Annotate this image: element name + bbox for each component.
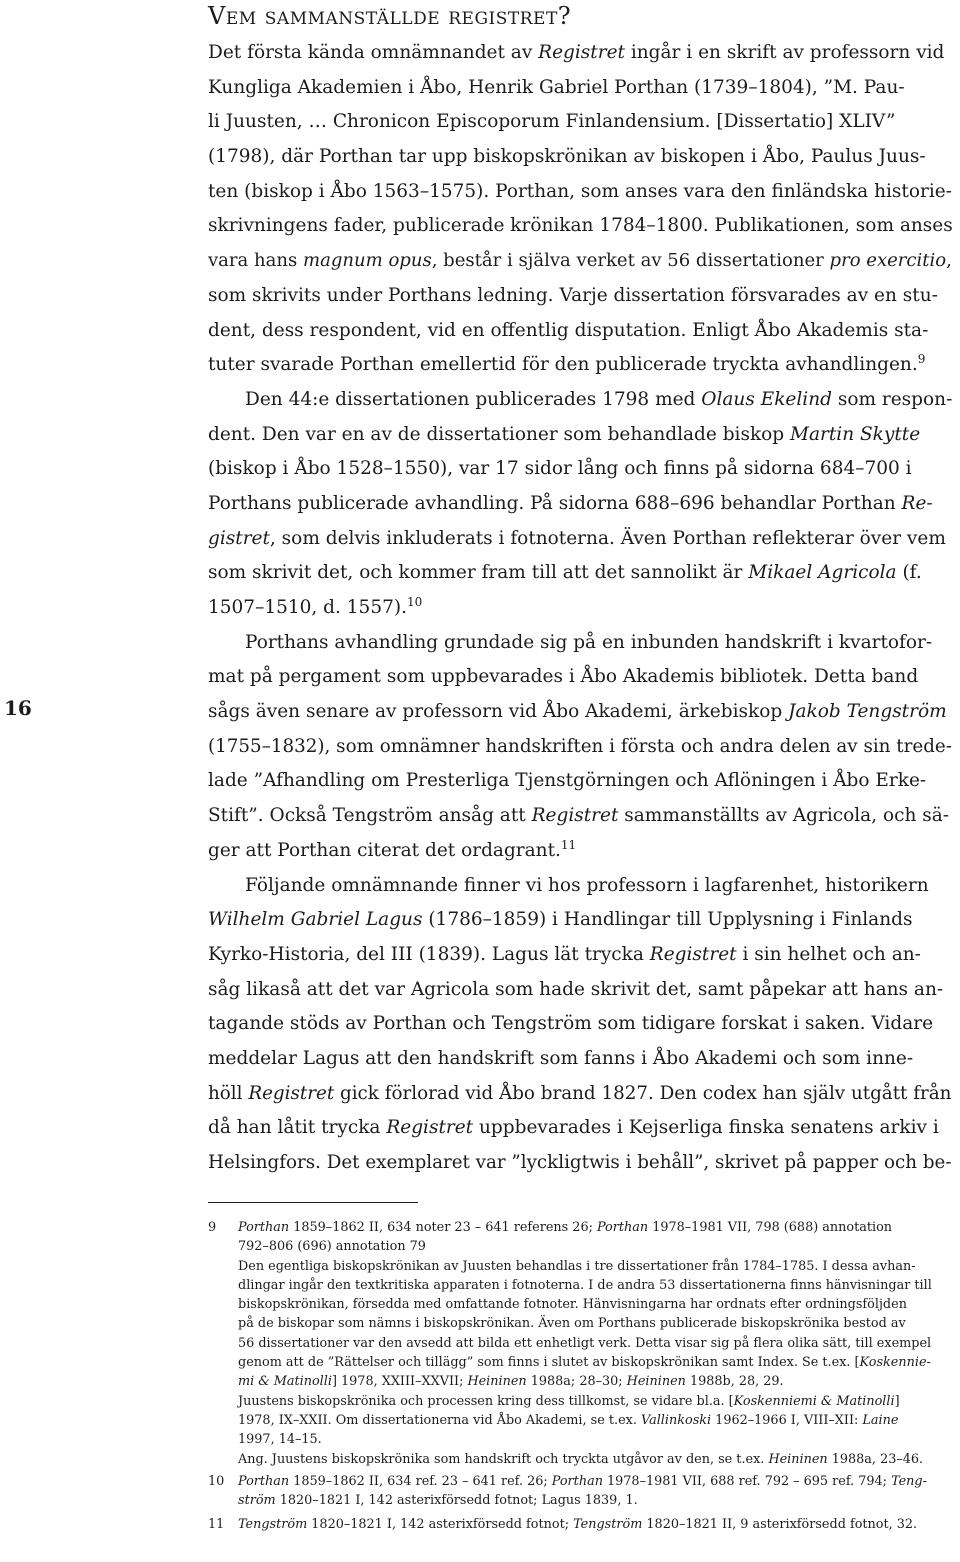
body-line: Det första kända omnämnandet av Registret ingår i en skrift av professorn vid xyxy=(208,42,945,63)
footnote-number: 9 xyxy=(208,1220,217,1235)
body-line: li Juusten, … Chronicon Episcoporum Finlandensium. [Dissertatio] XLIV” xyxy=(208,111,896,133)
footnote-line: på de biskopar som nämns i biskopskrönikan. Även om Porthans publicerade biskopskrönika bestod av xyxy=(238,1316,906,1332)
footnote-11 xyxy=(208,1515,956,1534)
body-line: sågs även senare av professorn vid Åbo Akademi, ärkebiskop Jakob Tengström xyxy=(208,701,947,723)
body-line: (1798), där Porthan tar upp biskopskrönikan av biskopen i Åbo, Paulus Juus- xyxy=(208,146,926,168)
footnote-divider xyxy=(208,1202,418,1203)
footnote-line: Porthan 1859–1862 II, 634 noter 23 – 641 referens 26; Porthan 1978–1981 VII, 798 (688) annotation xyxy=(238,1220,893,1235)
footnote-line: 1978, IX–XXII. Om dissertationerna vid Åbo Akademi, se t.ex. Vallinkoski 1962–1966 I, VIII–XII: Laine xyxy=(238,1412,899,1428)
body-line: lade ”Afhandling om Presterliga Tjenstgörningen och Aflöningen i Åbo Erke- xyxy=(208,770,927,792)
body-line: Den 44:e dissertationen publicerades 1798 med Olaus Ekelind som respon- xyxy=(245,388,953,410)
body-line: ger att Porthan citerat det ordagrant.$^{11}$ xyxy=(208,837,577,861)
body-line: mat på pergament som uppbevarades i Åbo Akademis bibliotek. Detta band xyxy=(208,666,919,688)
body-line: Porthans publicerade avhandling. På sidorna 688–696 behandlar Porthan Re- xyxy=(208,492,933,514)
section-heading: Vem sammanställde registret? xyxy=(208,2,572,30)
body-line: höll Registret gick förlorad vid Åbo brand 1827. Den codex han själv utgått från xyxy=(208,1082,952,1104)
footnote-line: genom att de ”Rättelser och tillägg” som finns i slutet av biskopskrönikan samt Index. Se t.ex. [Koskennie- xyxy=(238,1355,931,1371)
body-line: skrivningens fader, publicerade krönikan 1784–1800. Publikationen, som anses xyxy=(208,215,953,237)
footnote-line: Den egentliga biskopskrönikan av Juusten behandlas i tre dissertationer från 1784–1785. I dessa avhan- xyxy=(238,1258,916,1274)
body-line: Kungliga Akademien i Åbo, Henrik Gabriel Porthan (1739–1804), ”M. Pau- xyxy=(208,76,905,98)
body-line: meddelar Lagus att den handskrift som fanns i Åbo Akademi och som inne- xyxy=(208,1047,914,1069)
body-line: 1507–1510, d. 1557).$^{10}$ xyxy=(208,594,423,618)
footnote-line: Tengström 1820–1821 I, 142 asterixförsedd fotnot; Tengström 1820–1821 II, 9 asterixförsedd fotnot, 32. xyxy=(238,1517,918,1532)
footnote-line: Juustens biskopskrönika och processen kring dess tillkomst, se vidare bl.a. [Koskenniemi & Matinolli] xyxy=(238,1393,900,1409)
body-line: dent, dess respondent, vid en offentlig disputation. Enligt Åbo Akademis sta- xyxy=(208,319,929,341)
footnote-9 xyxy=(208,1218,956,1469)
body-line: Helsingfors. Det exemplaret var ”lyckligtwis i behåll”, skrivet på papper och be- xyxy=(208,1152,952,1173)
footnote-line: biskopskrönikan, försedda med omfattande fotnoter. Hänvisningarna har ordnats efter ordningsföljden xyxy=(238,1297,907,1313)
body-line: tagande stöds av Porthan och Tengström som tidigare forskat i saken. Vidare xyxy=(208,1013,934,1035)
body-line: Kyrko-Historia, del III (1839). Lagus lät trycka Registret i sin helhet och an- xyxy=(208,943,921,965)
footnote-number: 10 xyxy=(208,1474,225,1489)
body-line: ten (biskop i Åbo 1563–1575). Porthan, som anses vara den finländska historie- xyxy=(208,180,952,202)
footnote-10 xyxy=(208,1472,956,1511)
body-line: då han låtit trycka Registret uppbevarades i Kejserliga finska senatens arkiv i xyxy=(208,1117,939,1139)
body-line: Stift”. Också Tengström ansåg att Registret sammanställts av Agricola, och sä- xyxy=(208,805,950,827)
page-number: 16 xyxy=(4,696,32,720)
body-line: vara hans magnum opus, består i själva verket av 56 dissertationer pro exercitio, xyxy=(208,250,952,272)
footnote-line: dlingar ingår den textkritiska apparaten i fotnoterna. I de andra 53 dissertationerna finns hänvisningar till xyxy=(238,1277,932,1293)
body-line: Följande omnämnande finner vi hos professorn i lagfarenhet, historikern xyxy=(245,874,929,896)
footnote-line: 1997, 14–15. xyxy=(238,1432,322,1448)
body-line: tuter svarade Porthan emellertid för den publicerade tryckta avhandlingen.$^9$ xyxy=(208,352,926,376)
body-text xyxy=(208,36,956,1181)
body-line: (biskop i Åbo 1528–1550), var 17 sidor lång och finns på sidorna 684–700 i xyxy=(208,458,912,480)
footnote-number: 11 xyxy=(208,1517,225,1532)
body-line: som skrivits under Porthans ledning. Varje dissertation försvarades av en stu- xyxy=(208,284,938,306)
body-line: gistret, som delvis inkluderats i fotnoterna. Även Porthan reflekterar över vem xyxy=(208,527,946,549)
body-line: (1755–1832), som omnämner handskriften i första och andra delen av sin trede- xyxy=(208,735,952,757)
footnote-line: Ang. Juustens biskopskrönika som handskrift och tryckta utgåvor av den, se t.ex. Heininen 1988a, 23–46. xyxy=(238,1451,924,1467)
body-line: Porthans avhandling grundade sig på en inbunden handskrift i kvartofor- xyxy=(245,631,933,653)
footnote-line: Porthan 1859–1862 II, 634 ref. 23 – 641 ref. 26; Porthan 1978–1981 VII, 688 ref. 792 – 695 ref. 794; Teng- xyxy=(238,1474,927,1489)
footnote-line: ström 1820–1821 I, 142 asterixförsedd fotnot; Lagus 1839, 1. xyxy=(238,1493,638,1509)
footnote-line: mi & Matinolli] 1978, XXIII–XXVII; Heininen 1988a; 28–30; Heininen 1988b, 28, 29. xyxy=(238,1374,784,1390)
footnote-line: 792–806 (696) annotation 79 xyxy=(238,1239,426,1255)
body-line: som skrivit det, och kommer fram till att det sannolikt är Mikael Agricola (f. xyxy=(208,562,922,584)
footnote-line: 56 dissertationer var den avsedd att bilda ett enhetligt verk. Detta visar sig på flera olika sätt, till exempel xyxy=(238,1335,932,1351)
body-line: dent. Den var en av de dissertationer som behandlade biskop Martin Skytte xyxy=(208,423,921,445)
body-line: såg likaså att det var Agricola som hade skrivit det, samt påpekar att hans an- xyxy=(208,978,944,1000)
body-line: Wilhelm Gabriel Lagus (1786–1859) i Handlingar till Upplysning i Finlands xyxy=(208,909,913,931)
